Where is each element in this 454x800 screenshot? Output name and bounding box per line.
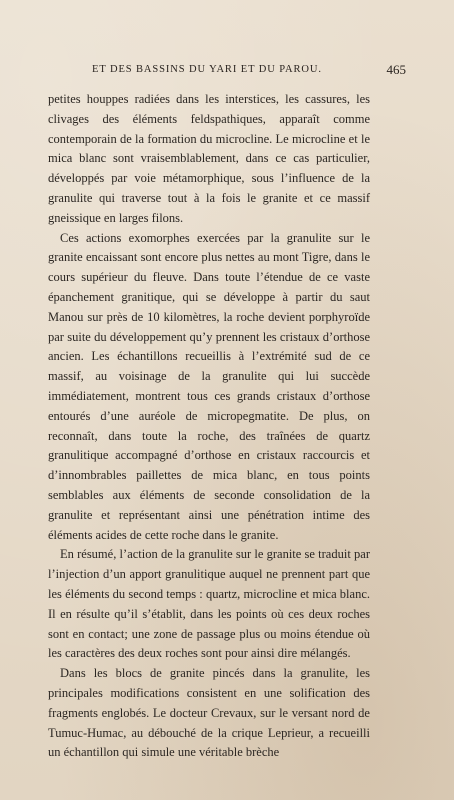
- page-header: [48, 64, 420, 82]
- page-number: 465: [386, 62, 406, 77]
- paragraph-2: Ces actions exomorphes exercées par la granulite sur le granite encaissant sont encore plus nettes au mont Tigre, dans le cours supérieur du fleuve. Dans toute l’étendue de ce vaste épanchement granitique, qui se développe à partir du saut Manou sur près de 10 kilomètres, la roche devient porphyroïde par suite du développement qu’y prennent les cristaux d’orthose ancien. Les échantillons recueillis à l’extrémité sud de ce massif, au voisinage de la granulite qui lui succède immédiatement, montrent tous ces grands cristaux d’orthose entourés d’une auréole de micropegmatite. De plus, on reconnaît, dans toute la roche, des traînées de quartz granulitique accompagné d’orthose en cristaux raccourcis et d’innombrables paillettes de mica blanc, en tous points semblables aux éléments de seconde consolidation de la granulite et représentant ainsi une pénétration intime des éléments acides de cette roche dans le granite.: [48, 230, 370, 542]
- body-text: [48, 90, 370, 763]
- paragraph-1: petites houppes radiées dans les interstices, les cassures, les clivages des éléments feldspathiques, apparaît comme contemporain de la formation du microcline. Le microcline et le mica blanc sont vraisemblablement, dans ce cas particulier, développés par voie métamorphique, sous l’influence de la granulite qui traverse tout à la fois le granite et ce massif gneissique en larges filons.: [48, 92, 370, 225]
- paragraph-4: Dans les blocs de granite pincés dans la granulite, les principales modifications consistent en une solification des fragments englobés. Le docteur Crevaux, sur le versant nord de Tumuc-Humac, au débouché de la crique Leprieur, a recueilli un échantillon qui simule une véritable brèche: [48, 666, 370, 760]
- paragraph-3: En résumé, l’action de la granulite sur le granite se traduit par l’injection d’un apport granulitique auquel ne prennent part que les éléments du second temps : quartz, microcline et mica blanc. Il en résulte qu’il s’établit, dans les points où ces deux roches sont en contact; une zone de passage plus ou moins étendue où les caractères des deux roches sont pour ainsi dire mélangés.: [48, 547, 370, 661]
- running-title: ET DES BASSINS DU YARI ET DU PAROU.: [92, 64, 322, 75]
